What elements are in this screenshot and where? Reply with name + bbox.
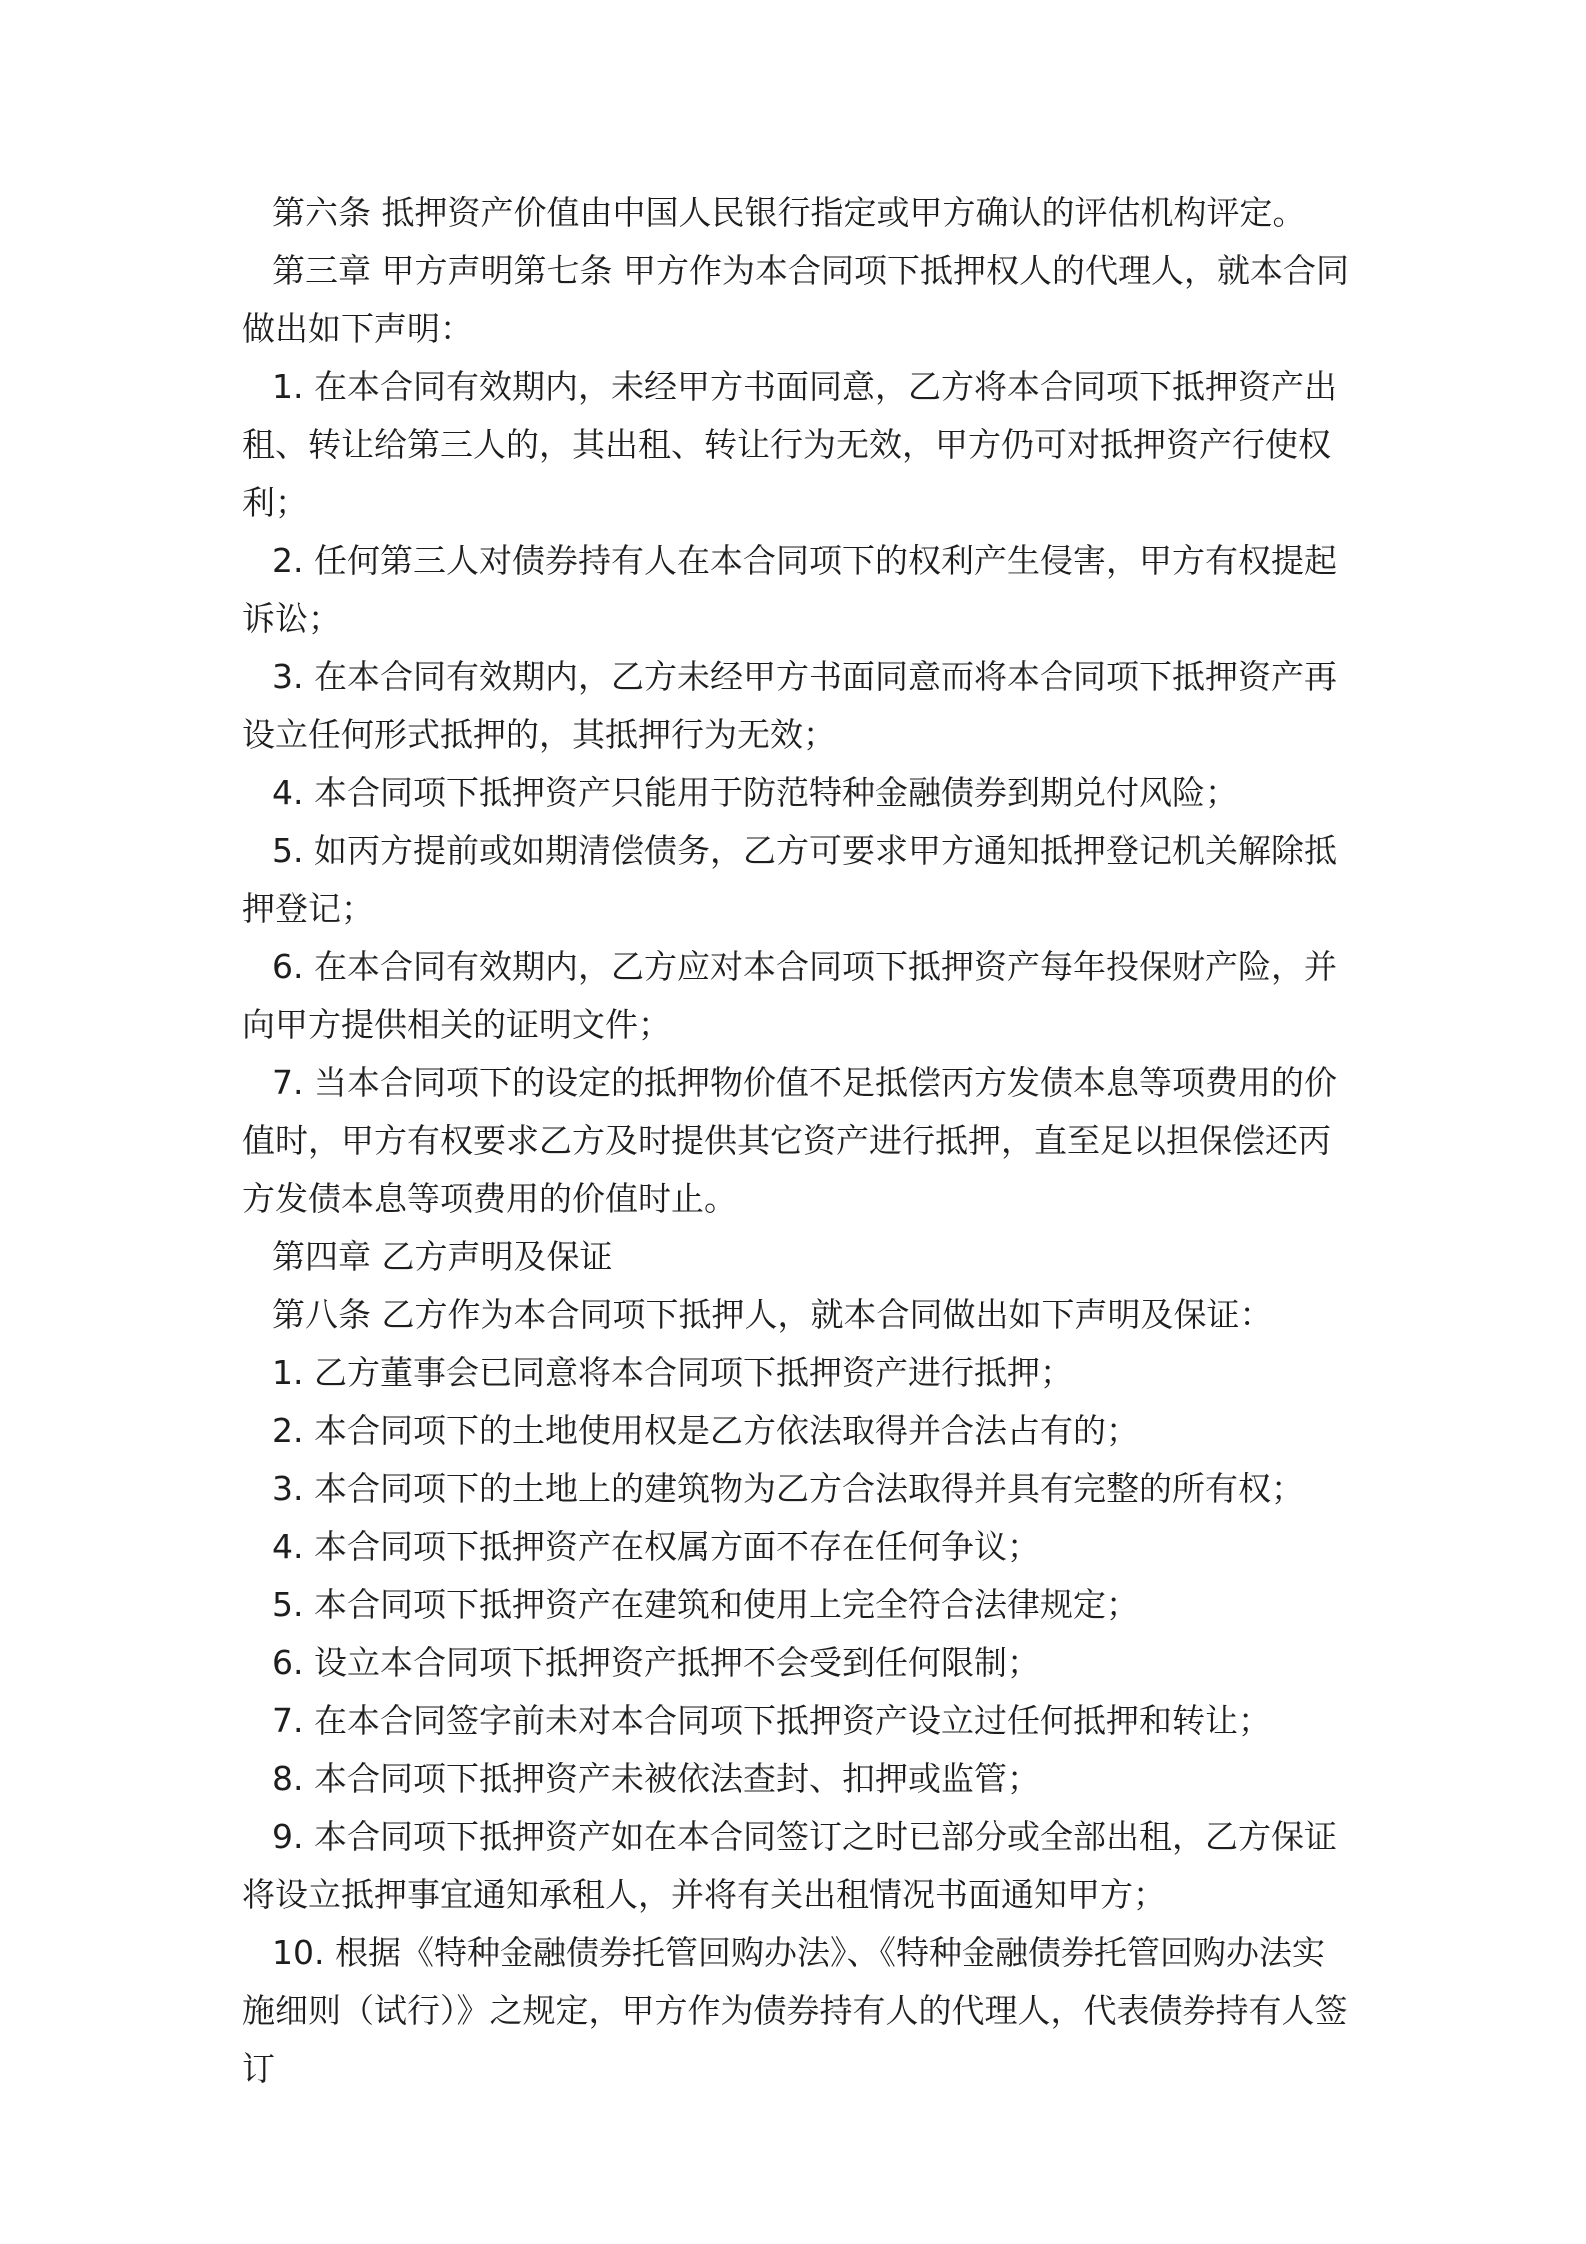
- paragraph-article-8-item-7: 7. 在本合同签字前未对本合同项下抵押资产设立过任何抵押和转让；: [272, 1701, 1271, 1740]
- paragraph-article-7-item-3: 3. 在本合同有效期内，乙方未经甲方书面同意而将本合同项下抵押资产再设立任何形式抵押的，其抵押行为无效；: [242, 657, 1337, 754]
- paragraph-article-7-item-7: 7. 当本合同项下的设定的抵押物价值不足抵偿丙方发债本息等项费用的价值时，甲方有权要求乙方及时提供其它资产进行抵押，直至足以担保偿还丙方发债本息等项费用的价值时止。: [242, 1063, 1337, 1218]
- paragraph-article-8-item-1: 1. 乙方董事会已同意将本合同项下抵押资产进行抵押；: [272, 1353, 1073, 1392]
- paragraph-article-7-item-6: 6. 在本合同有效期内，乙方应对本合同项下抵押资产每年投保财产险，并向甲方提供相关的证明文件；: [242, 947, 1337, 1044]
- paragraph-article-8-item-10: 10. 根据《特种金融债券托管回购办法》、《特种金融债券托管回购办法实施细则（试行）》之规定，甲方作为债券持有人的代理人，代表债券持有人签订: [242, 1933, 1348, 2088]
- paragraph-article-7-item-1: 1. 在本合同有效期内，未经甲方书面同意，乙方将本合同项下抵押资产出租、转让给第三人的，其出租、转让行为无效，甲方仍可对抵押资产行使权利；: [242, 367, 1337, 522]
- paragraph-article-7-item-4: 4. 本合同项下抵押资产只能用于防范特种金融债券到期兑付风险；: [272, 773, 1238, 812]
- paragraph-article-8-item-5: 5. 本合同项下抵押资产在建筑和使用上完全符合法律规定；: [272, 1585, 1139, 1624]
- paragraph-article-8-item-3: 3. 本合同项下的土地上的建筑物为乙方合法取得并具有完整的所有权；: [272, 1469, 1304, 1508]
- document-body: [242, 184, 1352, 2098]
- paragraph-article-8-item-8: 8. 本合同项下抵押资产未被依法查封、扣押或监管；: [272, 1759, 1040, 1798]
- paragraph-article-8: 第八条 乙方作为本合同项下抵押人，就本合同做出如下声明及保证：: [272, 1295, 1273, 1334]
- paragraph-article-7-item-5: 5. 如丙方提前或如期清偿债务，乙方可要求甲方通知抵押登记机关解除抵押登记；: [242, 831, 1337, 928]
- paragraph-article-6: 第六条 抵押资产价值由中国人民银行指定或甲方确认的评估机构评定。: [272, 193, 1306, 232]
- paragraph-article-8-item-9: 9. 本合同项下抵押资产如在本合同签订之时已部分或全部出租，乙方保证将设立抵押事宜通知承租人，并将有关出租情况书面通知甲方；: [242, 1817, 1337, 1914]
- paragraph-article-7-item-2: 2. 任何第三人对债券持有人在本合同项下的权利产生侵害，甲方有权提起诉讼；: [242, 541, 1337, 638]
- paragraph-article-8-item-6: 6. 设立本合同项下抵押资产抵押不会受到任何限制；: [272, 1643, 1040, 1682]
- paragraph-chapter-4-heading: 第四章 乙方声明及保证: [272, 1237, 613, 1276]
- paragraph-article-8-item-2: 2. 本合同项下的土地使用权是乙方依法取得并合法占有的；: [272, 1411, 1139, 1450]
- paragraph-article-8-item-4: 4. 本合同项下抵押资产在权属方面不存在任何争议；: [272, 1527, 1040, 1566]
- paragraph-chapter-3-article-7: 第三章 甲方声明第七条 甲方作为本合同项下抵押权人的代理人，就本合同做出如下声明：: [242, 251, 1349, 348]
